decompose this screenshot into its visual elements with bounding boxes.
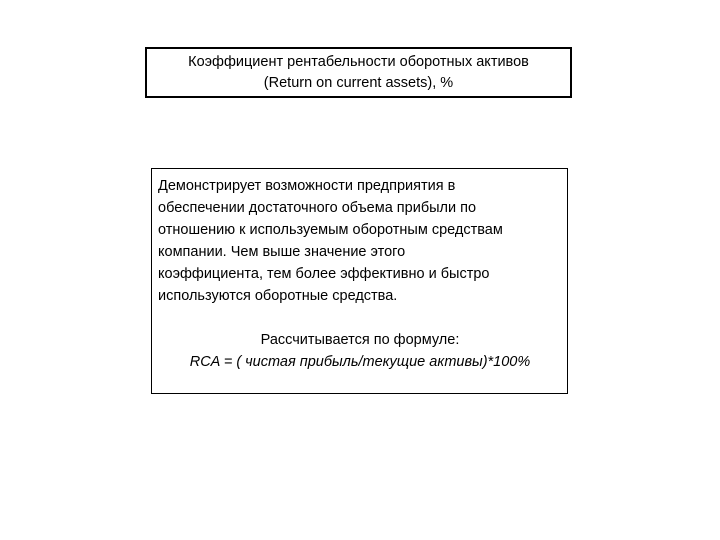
description-line: обеспечении достаточного объема прибыли по <box>158 200 477 216</box>
title-line-2: (Return on current assets), % <box>263 74 454 91</box>
title-box <box>145 47 572 98</box>
formula-intro: Рассчитывается по формуле: <box>260 332 460 348</box>
description-line: используются оборотные средства. <box>158 288 398 304</box>
formula-block <box>158 329 562 373</box>
description-text <box>158 175 562 307</box>
description-box <box>151 168 568 394</box>
description-line: Демонстрирует возможности предприятия в <box>158 178 456 194</box>
description-line: отношению к используемым оборотным средствам <box>158 222 503 238</box>
description-line: коэффициента, тем более эффективно и быстро <box>158 266 490 282</box>
title-line-1: Коэффициент рентабельности оборотных активов <box>188 53 529 70</box>
formula-expression: RCA = ( чистая прибыль/текущие активы)*100% <box>189 354 531 370</box>
description-line: компании. Чем выше значение этого <box>158 244 406 260</box>
